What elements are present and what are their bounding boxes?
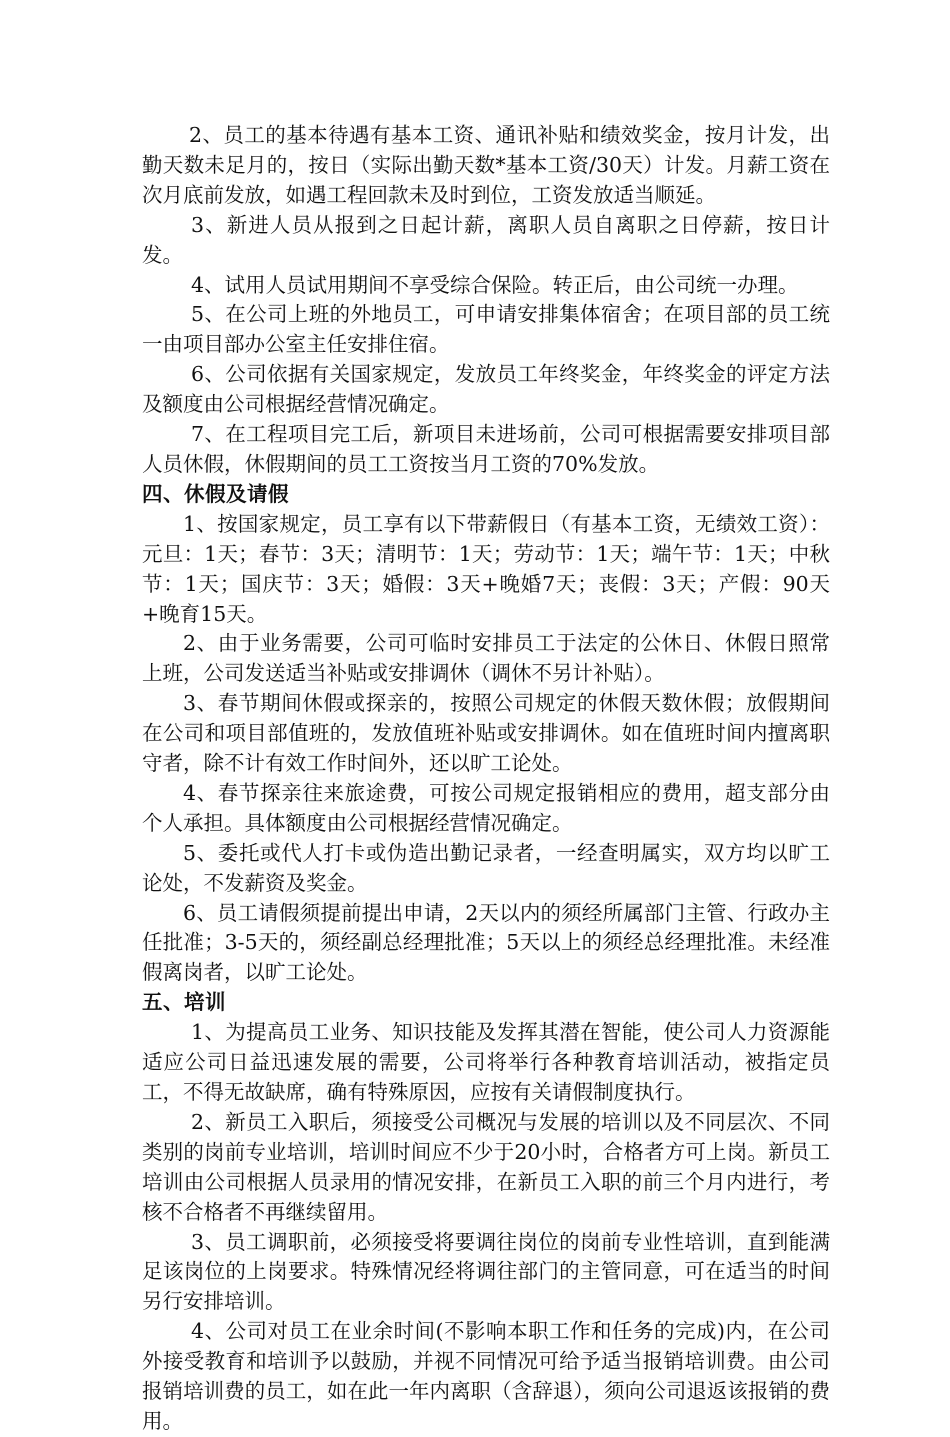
training-item-2: 2、新员工入职后，须接受公司概况与发展的培训以及不同层次、不同类别的岗前专业培训，培训时间应不少于20小时，合格者方可上岗。新员工培训由公司根据人员录用的情况安排，在新员工入职的前三个月内进行，考核不合格者不再继续留用。 bbox=[142, 1109, 830, 1224]
salary-item-2: 2、员工的基本待遇有基本工资、通讯补贴和绩效奖金，按月计发，出勤天数未足月的，按日（实际出勤天数*基本工资/30天）计发。月薪工资在次月底前发放，如遇工程回款未及时到位，工资发放适当顺延。 bbox=[142, 123, 830, 207]
training-item-4: 4、公司对员工在业余时间(不影响本职工作和任务的完成)内，在公司外接受教育和培训予以鼓励，并视不同情况可给予适当报销培训费。由公司报销培训费的员工，如在此一年内离职（含辞退），须向公司退返该报销的费用。 bbox=[142, 1319, 830, 1433]
document-page bbox=[142, 121, 830, 1437]
leave-item-1: 1、按国家规定，员工享有以下带薪假日（有基本工资，无绩效工资）：元旦：1天；春节：3天；清明节：1天；劳动节：1天；端午节：1天；中秋节：1天；国庆节：3天；婚假：3天+晚婚7天；丧假：3天；产假：90天+晚育15天。 bbox=[142, 511, 830, 626]
leave-item-6: 6、员工请假须提前提出申请，2天以内的须经所属部门主管、行政办主任批准；3-5天的，须经副总经理批准；5天以上的须经总经理批准。未经准假离岗者，以旷工论处。 bbox=[142, 900, 830, 985]
section-four-heading: 四、休假及请假 bbox=[142, 481, 289, 506]
salary-item-4: 4、试用人员试用期间不享受综合保险。转正后，由公司统一办理。 bbox=[191, 272, 799, 297]
salary-item-5: 5、在公司上班的外地员工，可申请安排集体宿舍；在项目部的员工统一由项目部办公室主任安排住宿。 bbox=[142, 302, 830, 357]
leave-item-5: 5、委托或代人打卡或伪造出勤记录者，一经查明属实，双方均以旷工论处，不发薪资及奖金。 bbox=[142, 840, 830, 895]
training-item-1: 1、为提高员工业务、知识技能及发挥其潜在智能，使公司人力资源能适应公司日益迅速发展的需要，公司将举行各种教育培训活动，被指定员工，不得无故缺席，确有特殊原因，应按有关请假制度执行。 bbox=[142, 1020, 830, 1104]
section-five-heading: 五、培训 bbox=[142, 990, 226, 1015]
leave-item-3: 3、春节期间休假或探亲的，按照公司规定的休假天数休假；放假期间在公司和项目部值班的，发放值班补贴或安排调休。如在值班时间内擅离职守者，除不计有效工作时间外，还以旷工论处。 bbox=[142, 691, 830, 776]
salary-item-6: 6、公司依据有关国家规定，发放员工年终奖金，年终奖金的评定方法及额度由公司根据经营情况确定。 bbox=[142, 362, 830, 417]
leave-item-2: 2、由于业务需要，公司可临时安排员工于法定的公休日、休假日照常上班，公司发送适当补贴或安排调休（调休不另计补贴）。 bbox=[142, 631, 830, 686]
leave-item-4: 4、春节探亲往来旅途费，可按公司规定报销相应的费用，超支部分由个人承担。具体额度由公司根据经营情况确定。 bbox=[142, 780, 830, 835]
salary-item-7: 7、在工程项目完工后，新项目未进场前，公司可根据需要安排项目部人员休假，休假期间的员工工资按当月工资的70%发放。 bbox=[142, 422, 830, 476]
training-item-3: 3、员工调职前，必须接受将要调往岗位的岗前专业性培训，直到能满足该岗位的上岗要求。特殊情况经将调往部门的主管同意，可在适当的时间另行安排培训。 bbox=[142, 1229, 830, 1314]
salary-item-3: 3、新进人员从报到之日起计薪，离职人员自离职之日停薪，按日计发。 bbox=[142, 212, 830, 267]
